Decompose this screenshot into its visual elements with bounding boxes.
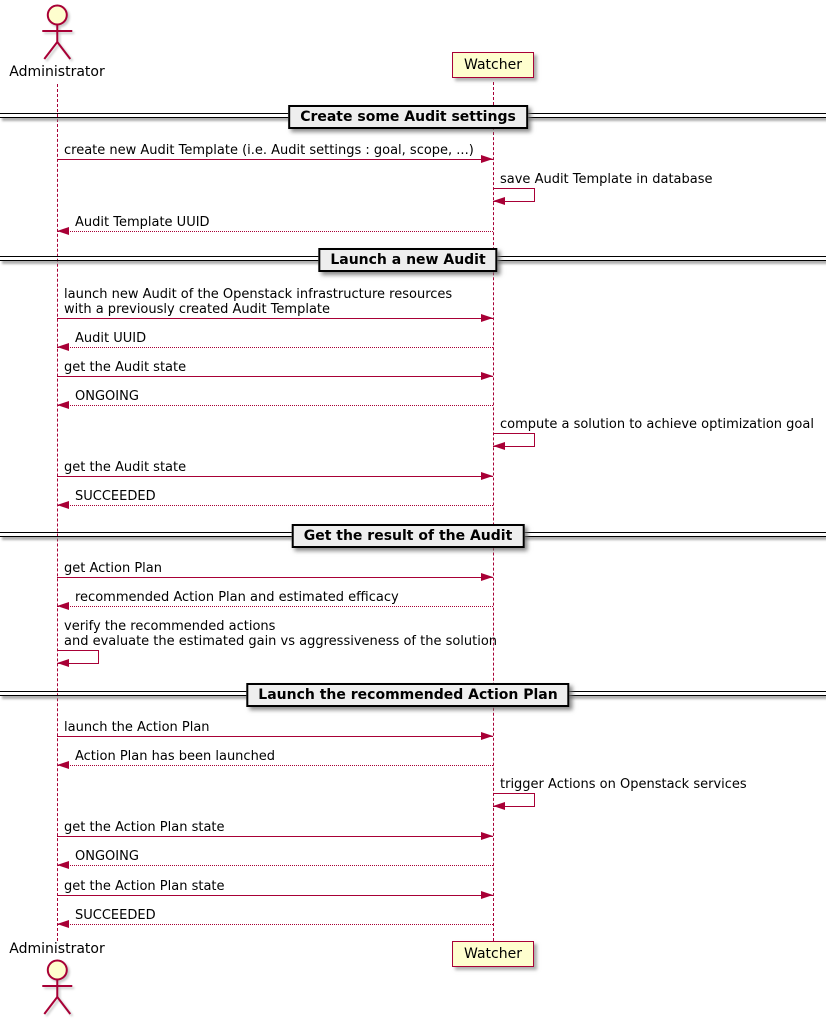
arrowhead-icon <box>57 920 69 928</box>
lifeline-administrator <box>57 84 58 941</box>
message-line <box>57 836 493 837</box>
message-line <box>57 865 493 866</box>
actor-icon <box>35 4 79 62</box>
self-message-label: and evaluate the estimated gain vs aggressiveness of the solution <box>64 634 498 649</box>
arrowhead-icon <box>493 442 505 450</box>
message-line <box>57 924 493 925</box>
arrowhead-icon <box>57 659 69 667</box>
message-line <box>57 405 493 406</box>
message-label: Action Plan has been launched <box>75 749 276 764</box>
actor-administrator-label: Administrator <box>9 941 105 957</box>
arrowhead-icon <box>57 501 69 509</box>
section-divider: Launch a new Audit <box>318 248 497 272</box>
message-line <box>57 231 493 232</box>
actor-icon <box>35 959 79 1017</box>
message-label: create new Audit Template (i.e. Audit settings : goal, scope, ...) <box>64 143 474 158</box>
section-divider: Launch the recommended Action Plan <box>246 683 569 707</box>
self-message-label: save Audit Template in database <box>500 172 713 187</box>
arrowhead-icon <box>57 602 69 610</box>
arrowhead-icon <box>481 372 493 380</box>
message-label: get the Action Plan state <box>64 820 225 835</box>
lifeline-watcher <box>493 82 494 941</box>
self-message-label: compute a solution to achieve optimization goal <box>500 417 814 432</box>
arrowhead-icon <box>57 227 69 235</box>
arrowhead-icon <box>481 472 493 480</box>
message-line <box>57 736 493 737</box>
section-divider: Get the result of the Audit <box>292 524 525 548</box>
message-label: get the Action Plan state <box>64 879 225 894</box>
message-label: ONGOING <box>75 389 139 404</box>
actor-administrator-top <box>9 4 104 82</box>
message-line <box>57 318 493 319</box>
message-line <box>57 606 493 607</box>
message-label: with a previously created Audit Template <box>64 302 331 317</box>
message-label: SUCCEEDED <box>75 908 156 923</box>
section-divider: Create some Audit settings <box>288 105 528 129</box>
message-line <box>57 895 493 896</box>
self-message-label: verify the recommended actions <box>64 619 276 634</box>
participant-watcher-bottom: Watcher <box>452 941 534 967</box>
arrowhead-icon <box>493 197 505 205</box>
message-label: ONGOING <box>75 849 139 864</box>
message-line <box>57 476 493 477</box>
message-line <box>57 347 493 348</box>
arrowhead-icon <box>481 314 493 322</box>
arrowhead-icon <box>481 732 493 740</box>
message-label: SUCCEEDED <box>75 489 156 504</box>
actor-administrator-bottom <box>9 939 104 1017</box>
message-line <box>57 505 493 506</box>
message-label: Audit UUID <box>75 331 147 346</box>
arrowhead-icon <box>481 891 493 899</box>
message-label: Audit Template UUID <box>75 215 210 230</box>
message-label: get the Audit state <box>64 460 187 475</box>
message-line <box>57 159 493 160</box>
message-label: launch the Action Plan <box>64 720 210 735</box>
arrowhead-icon <box>481 832 493 840</box>
arrowhead-icon <box>481 155 493 163</box>
participant-watcher-top: Watcher <box>452 52 534 78</box>
message-label: get the Audit state <box>64 360 187 375</box>
arrowhead-icon <box>57 343 69 351</box>
message-label: get Action Plan <box>64 561 162 576</box>
message-label: recommended Action Plan and estimated efficacy <box>75 590 399 605</box>
self-message-label: trigger Actions on Openstack services <box>500 777 747 792</box>
message-line <box>57 376 493 377</box>
arrowhead-icon <box>57 861 69 869</box>
arrowhead-icon <box>57 401 69 409</box>
actor-administrator-label: Administrator <box>9 64 105 80</box>
message-line <box>57 765 493 766</box>
message-label: launch new Audit of the Openstack infrastructure resources <box>64 287 453 302</box>
arrowhead-icon <box>57 761 69 769</box>
message-line <box>57 577 493 578</box>
arrowhead-icon <box>493 802 505 810</box>
arrowhead-icon <box>481 573 493 581</box>
